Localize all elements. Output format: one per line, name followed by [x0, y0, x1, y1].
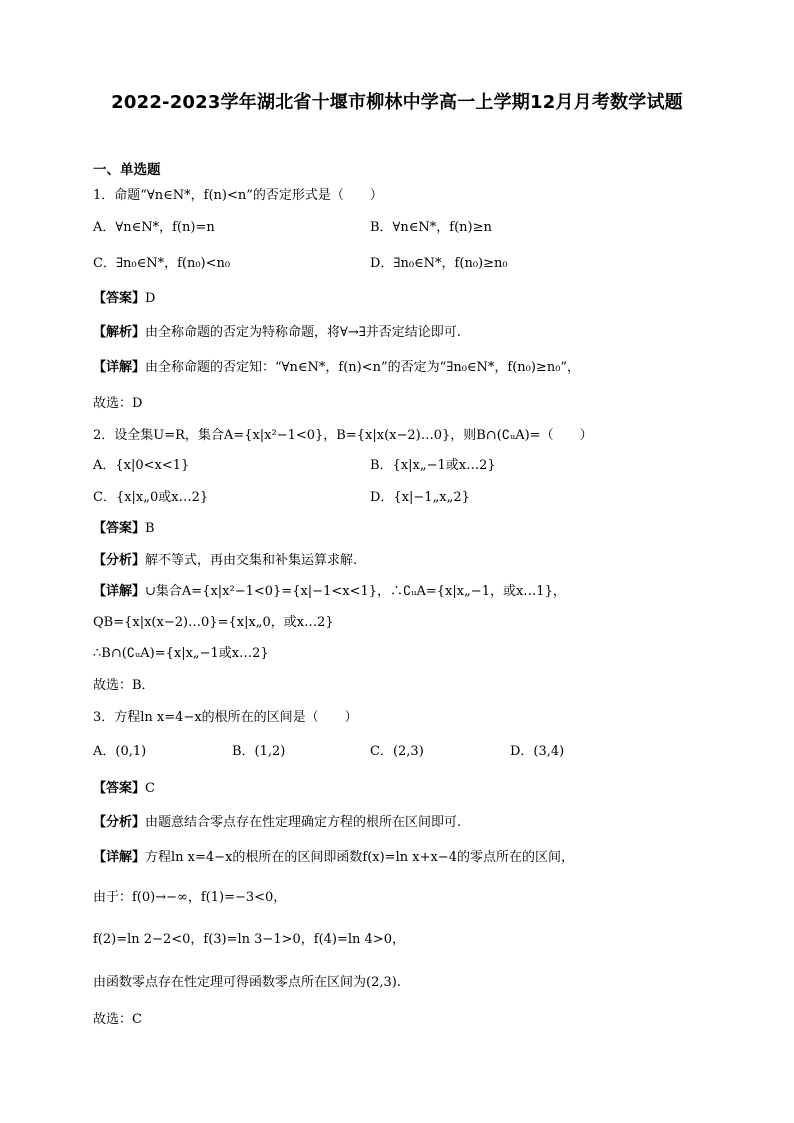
answer-tag: 【答案】 — [93, 521, 146, 536]
q1-choose: 故选：D — [93, 396, 143, 411]
q2-option-b: B．{x|x„−1或x…2} — [370, 458, 496, 473]
q1-answer — [93, 291, 155, 307]
section-heading: 一、单选题 — [93, 162, 161, 178]
detail-text: ∪集合A={x|x²−1<0}={x|−1<x<1}，∴∁ᵤA={x|x„−1，或x…1}， — [145, 584, 566, 599]
analysis-text: 由全称命题的否定为特称命题，将∀→∃并否定结论即可. — [145, 325, 461, 340]
q2-detail-1 — [93, 584, 566, 600]
analysis-tag: 【分析】 — [93, 553, 146, 568]
q2-detail-3: ∴B∩(∁ᵤA)={x|x„−1或x…2} — [93, 646, 269, 661]
detail-text: 由全称命题的否定知：“∀n∈N*，f(n)<n”的否定为“∃n₀∈N*，f(n₀)≥n₀”， — [145, 360, 581, 375]
q1-analysis — [93, 325, 461, 341]
detail-text: 方程ln x=4−x的根所在的区间即函数f(x)=ln x+x−4的零点所在的区间， — [145, 850, 574, 865]
q3-stem: 3．方程ln x=4−x的根所在的区间是（ ） — [93, 710, 358, 725]
q3-detail-2: 由于：f(0)→−∞，f(1)=−3<0， — [93, 890, 287, 905]
q2-option-c: C．{x|x„0或x…2} — [93, 490, 209, 505]
q1-option-d: D．∃n₀∈N*，f(n₀)≥n₀ — [370, 256, 508, 271]
answer-value: C — [145, 781, 155, 796]
answer-value: D — [145, 291, 156, 306]
answer-tag: 【答案】 — [93, 781, 146, 796]
q3-detail-3: f(2)=ln 2−2<0，f(3)=ln 3−1>0，f(4)=ln 4>0， — [93, 932, 405, 947]
analysis-text: 解不等式，再由交集和补集运算求解. — [145, 553, 358, 568]
q2-answer — [93, 521, 155, 537]
q2-option-d: D．{x|−1„x„2} — [370, 490, 470, 505]
detail-tag: 【详解】 — [93, 850, 146, 865]
page-title: 2022-2023学年湖北省十堰市柳林中学高一上学期12月月考数学试题 — [111, 92, 683, 113]
q3-option-d: D．(3,4) — [510, 744, 565, 759]
q1-option-c: C．∃n₀∈N*，f(n₀)<n₀ — [93, 256, 231, 271]
q2-analysis — [93, 553, 357, 569]
detail-tag: 【详解】 — [93, 360, 146, 375]
q3-detail-1 — [93, 850, 574, 866]
answer-tag: 【答案】 — [93, 291, 146, 306]
analysis-tag: 【解析】 — [93, 325, 146, 340]
q1-option-a: A．∀n∈N*，f(n)=n — [93, 220, 215, 235]
q2-option-a: A．{x|0<x<1} — [93, 458, 190, 473]
q1-option-b: B．∀n∈N*，f(n)≥n — [370, 220, 492, 235]
q2-choose: 故选：B． — [93, 678, 155, 693]
analysis-text: 由题意结合零点存在性定理确定方程的根所在区间即可. — [145, 815, 462, 830]
q1-detail — [93, 360, 580, 376]
q3-answer — [93, 781, 155, 797]
q3-choose: 故选：C — [93, 1012, 142, 1027]
answer-value: B — [145, 521, 155, 536]
q1-stem: 1．命题“∀n∈N*，f(n)<n”的否定形式是（ ） — [93, 188, 383, 203]
q3-option-c: C．(2,3) — [370, 744, 424, 759]
q2-detail-2: QB={x|x(x−2)…0}={x|x„0，或x…2} — [93, 615, 334, 630]
detail-tag: 【详解】 — [93, 584, 146, 599]
q3-option-a: A．(0,1) — [93, 744, 147, 759]
q3-option-b: B．(1,2) — [232, 744, 286, 759]
q3-detail-4: 由函数零点存在性定理可得函数零点所在区间为(2,3). — [93, 975, 401, 990]
q2-stem: 2．设全集U=R，集合A={x|x²−1<0}，B={x|x(x−2)…0}，则B∩(∁ᵤA)=（ ） — [93, 428, 593, 443]
analysis-tag: 【分析】 — [93, 815, 146, 830]
q3-analysis — [93, 815, 461, 831]
